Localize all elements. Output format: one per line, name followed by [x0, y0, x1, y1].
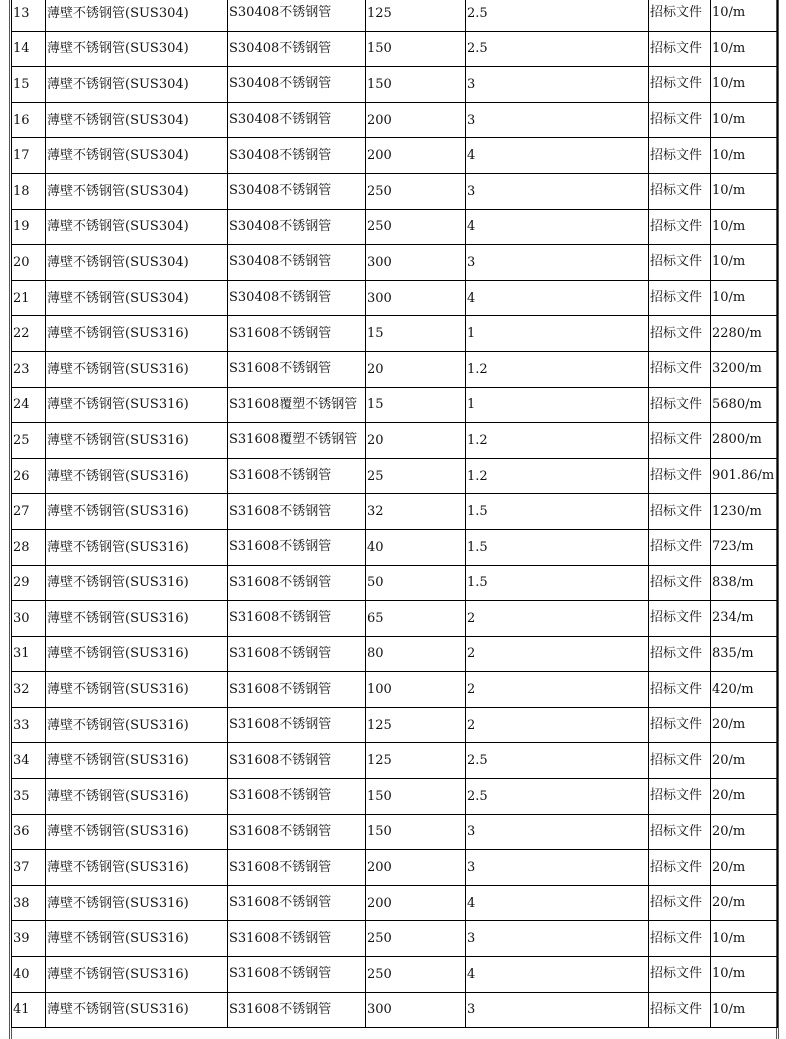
material-cell: S31608不锈钢管: [228, 672, 366, 708]
unit-price-cell: 20/m: [711, 850, 778, 886]
nominal-diameter-cell: 250: [366, 957, 466, 993]
item-name-cell: 薄壁不锈钢管(SUS316): [46, 565, 228, 601]
wall-thickness-cell: 4: [466, 280, 649, 316]
row-number-cell: 30: [12, 601, 46, 637]
item-name-cell: 薄壁不锈钢管(SUS316): [46, 351, 228, 387]
table-row: [12, 102, 778, 138]
row-number-cell: 13: [12, 0, 46, 31]
item-name-cell: 薄壁不锈钢管(SUS316): [46, 601, 228, 637]
nominal-diameter-cell: 80: [366, 636, 466, 672]
nominal-diameter-cell: 150: [366, 779, 466, 815]
basis-cell: 招标文件: [649, 494, 711, 530]
table-row: [12, 280, 778, 316]
row-number-cell: 37: [12, 850, 46, 886]
item-name-cell: 薄壁不锈钢管(SUS316): [46, 779, 228, 815]
unit-price-cell: 20/m: [711, 885, 778, 921]
unit-price-cell: 10/m: [711, 138, 778, 174]
material-cell: S30408不锈钢管: [228, 209, 366, 245]
material-cell: S30408不锈钢管: [228, 245, 366, 281]
wall-thickness-cell: 1.2: [466, 351, 649, 387]
wall-thickness-cell: 3: [466, 992, 649, 1028]
row-number-cell: 20: [12, 245, 46, 281]
wall-thickness-cell: 4: [466, 957, 649, 993]
item-name-cell: 薄壁不锈钢管(SUS316): [46, 707, 228, 743]
item-name-cell: 薄壁不锈钢管(SUS316): [46, 885, 228, 921]
basis-cell: 招标文件: [649, 779, 711, 815]
basis-cell: 招标文件: [649, 31, 711, 67]
nominal-diameter-cell: 150: [366, 814, 466, 850]
nominal-diameter-cell: 200: [366, 102, 466, 138]
row-number-cell: 28: [12, 529, 46, 565]
table-row: [12, 529, 778, 565]
basis-cell: 招标文件: [649, 423, 711, 459]
wall-thickness-cell: 3: [466, 245, 649, 281]
nominal-diameter-cell: 100: [366, 672, 466, 708]
nominal-diameter-cell: 150: [366, 67, 466, 103]
nominal-diameter-cell: 250: [366, 209, 466, 245]
row-number-cell: 21: [12, 280, 46, 316]
nominal-diameter-cell: 200: [366, 885, 466, 921]
nominal-diameter-cell: 20: [366, 423, 466, 459]
wall-thickness-cell: 4: [466, 209, 649, 245]
item-name-cell: 薄壁不锈钢管(SUS304): [46, 280, 228, 316]
item-name-cell: 薄壁不锈钢管(SUS304): [46, 0, 228, 31]
wall-thickness-cell: 2.5: [466, 743, 649, 779]
unit-price-cell: 2800/m: [711, 423, 778, 459]
unit-price-cell: 10/m: [711, 102, 778, 138]
wall-thickness-cell: 4: [466, 138, 649, 174]
unit-price-cell: 20/m: [711, 743, 778, 779]
table-row: [12, 31, 778, 67]
table-row: [12, 494, 778, 530]
item-name-cell: 薄壁不锈钢管(SUS304): [46, 138, 228, 174]
wall-thickness-cell: 3: [466, 173, 649, 209]
material-cell: S30408不锈钢管: [228, 102, 366, 138]
row-number-cell: 14: [12, 31, 46, 67]
nominal-diameter-cell: 300: [366, 245, 466, 281]
wall-thickness-cell: 1.2: [466, 458, 649, 494]
nominal-diameter-cell: 20: [366, 351, 466, 387]
material-cell: S31608不锈钢管: [228, 529, 366, 565]
basis-cell: 招标文件: [649, 138, 711, 174]
unit-price-cell: 10/m: [711, 173, 778, 209]
row-number-cell: 15: [12, 67, 46, 103]
wall-thickness-cell: 3: [466, 67, 649, 103]
row-number-cell: 22: [12, 316, 46, 352]
basis-cell: 招标文件: [649, 743, 711, 779]
table-row: [12, 743, 778, 779]
basis-cell: 招标文件: [649, 850, 711, 886]
table-row: [12, 173, 778, 209]
nominal-diameter-cell: 200: [366, 138, 466, 174]
row-number-cell: 38: [12, 885, 46, 921]
material-cell: S31608不锈钢管: [228, 779, 366, 815]
item-name-cell: 薄壁不锈钢管(SUS316): [46, 387, 228, 423]
unit-price-cell: 10/m: [711, 209, 778, 245]
wall-thickness-cell: 3: [466, 921, 649, 957]
basis-cell: 招标文件: [649, 245, 711, 281]
table-row: [12, 885, 778, 921]
wall-thickness-cell: 3: [466, 814, 649, 850]
row-number-cell: 16: [12, 102, 46, 138]
basis-cell: 招标文件: [649, 921, 711, 957]
unit-price-cell: 10/m: [711, 31, 778, 67]
wall-thickness-cell: 2.5: [466, 0, 649, 31]
row-number-cell: 27: [12, 494, 46, 530]
nominal-diameter-cell: 15: [366, 387, 466, 423]
basis-cell: 招标文件: [649, 529, 711, 565]
nominal-diameter-cell: 32: [366, 494, 466, 530]
material-cell: S31608不锈钢管: [228, 850, 366, 886]
unit-price-cell: 20/m: [711, 707, 778, 743]
nominal-diameter-cell: 250: [366, 921, 466, 957]
table-row: [12, 209, 778, 245]
row-number-cell: 32: [12, 672, 46, 708]
wall-thickness-cell: 2: [466, 672, 649, 708]
nominal-diameter-cell: 250: [366, 173, 466, 209]
material-cell: S31608不锈钢管: [228, 707, 366, 743]
nominal-diameter-cell: 65: [366, 601, 466, 637]
nominal-diameter-cell: 15: [366, 316, 466, 352]
nominal-diameter-cell: 125: [366, 743, 466, 779]
material-cell: S30408不锈钢管: [228, 0, 366, 31]
material-cell: S31608不锈钢管: [228, 885, 366, 921]
table-row: [12, 814, 778, 850]
wall-thickness-cell: 2: [466, 636, 649, 672]
row-number-cell: 35: [12, 779, 46, 815]
item-name-cell: 薄壁不锈钢管(SUS304): [46, 173, 228, 209]
basis-cell: 招标文件: [649, 102, 711, 138]
table-row: [12, 672, 778, 708]
basis-cell: 招标文件: [649, 458, 711, 494]
table-row: [12, 387, 778, 423]
material-cell: S30408不锈钢管: [228, 173, 366, 209]
material-cell: S30408不锈钢管: [228, 138, 366, 174]
item-name-cell: 薄壁不锈钢管(SUS316): [46, 743, 228, 779]
basis-cell: 招标文件: [649, 814, 711, 850]
row-number-cell: 39: [12, 921, 46, 957]
nominal-diameter-cell: 50: [366, 565, 466, 601]
item-name-cell: 薄壁不锈钢管(SUS304): [46, 102, 228, 138]
row-number-cell: 26: [12, 458, 46, 494]
table-row: [12, 67, 778, 103]
table-row: [12, 423, 778, 459]
item-name-cell: 薄壁不锈钢管(SUS316): [46, 992, 228, 1028]
row-number-cell: 18: [12, 173, 46, 209]
material-cell: S31608不锈钢管: [228, 316, 366, 352]
unit-price-cell: 10/m: [711, 992, 778, 1028]
price-table: [11, 0, 778, 1028]
item-name-cell: 薄壁不锈钢管(SUS316): [46, 316, 228, 352]
basis-cell: 招标文件: [649, 885, 711, 921]
table-row: [12, 138, 778, 174]
basis-cell: 招标文件: [649, 67, 711, 103]
item-name-cell: 薄壁不锈钢管(SUS304): [46, 245, 228, 281]
unit-price-cell: 10/m: [711, 921, 778, 957]
wall-thickness-cell: 1.2: [466, 423, 649, 459]
table-row: [12, 779, 778, 815]
row-number-cell: 29: [12, 565, 46, 601]
item-name-cell: 薄壁不锈钢管(SUS316): [46, 494, 228, 530]
row-number-cell: 31: [12, 636, 46, 672]
item-name-cell: 薄壁不锈钢管(SUS316): [46, 850, 228, 886]
material-cell: S31608不锈钢管: [228, 957, 366, 993]
table-row: [12, 245, 778, 281]
row-number-cell: 34: [12, 743, 46, 779]
wall-thickness-cell: 1.5: [466, 494, 649, 530]
table-row: [12, 601, 778, 637]
row-number-cell: 23: [12, 351, 46, 387]
unit-price-cell: 10/m: [711, 67, 778, 103]
table-row: [12, 565, 778, 601]
nominal-diameter-cell: 25: [366, 458, 466, 494]
unit-price-cell: 20/m: [711, 779, 778, 815]
material-cell: S31608不锈钢管: [228, 351, 366, 387]
nominal-diameter-cell: 125: [366, 0, 466, 31]
basis-cell: 招标文件: [649, 173, 711, 209]
unit-price-cell: 901.86/m: [711, 458, 778, 494]
item-name-cell: 薄壁不锈钢管(SUS316): [46, 636, 228, 672]
item-name-cell: 薄壁不锈钢管(SUS316): [46, 423, 228, 459]
unit-price-cell: 10/m: [711, 245, 778, 281]
material-cell: S31608不锈钢管: [228, 992, 366, 1028]
nominal-diameter-cell: 300: [366, 992, 466, 1028]
unit-price-cell: 10/m: [711, 0, 778, 31]
table-row: [12, 458, 778, 494]
nominal-diameter-cell: 300: [366, 280, 466, 316]
wall-thickness-cell: 1: [466, 387, 649, 423]
item-name-cell: 薄壁不锈钢管(SUS316): [46, 458, 228, 494]
table-row: [12, 351, 778, 387]
basis-cell: 招标文件: [649, 636, 711, 672]
material-cell: S30408不锈钢管: [228, 31, 366, 67]
wall-thickness-cell: 3: [466, 850, 649, 886]
row-number-cell: 17: [12, 138, 46, 174]
table-row: [12, 921, 778, 957]
table-row: [12, 992, 778, 1028]
material-cell: S30408不锈钢管: [228, 67, 366, 103]
item-name-cell: 薄壁不锈钢管(SUS316): [46, 814, 228, 850]
row-number-cell: 25: [12, 423, 46, 459]
unit-price-cell: 234/m: [711, 601, 778, 637]
basis-cell: 招标文件: [649, 565, 711, 601]
table-row: [12, 0, 778, 31]
unit-price-cell: 10/m: [711, 280, 778, 316]
unit-price-cell: 723/m: [711, 529, 778, 565]
item-name-cell: 薄壁不锈钢管(SUS304): [46, 209, 228, 245]
unit-price-cell: 20/m: [711, 814, 778, 850]
unit-price-cell: 3200/m: [711, 351, 778, 387]
wall-thickness-cell: 1.5: [466, 565, 649, 601]
basis-cell: 招标文件: [649, 387, 711, 423]
basis-cell: 招标文件: [649, 280, 711, 316]
row-number-cell: 19: [12, 209, 46, 245]
basis-cell: 招标文件: [649, 351, 711, 387]
basis-cell: 招标文件: [649, 672, 711, 708]
basis-cell: 招标文件: [649, 0, 711, 31]
material-cell: S31608不锈钢管: [228, 601, 366, 637]
item-name-cell: 薄壁不锈钢管(SUS316): [46, 957, 228, 993]
material-cell: S31608不锈钢管: [228, 494, 366, 530]
material-cell: S31608覆塑不锈钢管: [228, 387, 366, 423]
item-name-cell: 薄壁不锈钢管(SUS304): [46, 31, 228, 67]
basis-cell: 招标文件: [649, 957, 711, 993]
nominal-diameter-cell: 200: [366, 850, 466, 886]
table-row: [12, 707, 778, 743]
nominal-diameter-cell: 125: [366, 707, 466, 743]
nominal-diameter-cell: 40: [366, 529, 466, 565]
item-name-cell: 薄壁不锈钢管(SUS316): [46, 529, 228, 565]
basis-cell: 招标文件: [649, 992, 711, 1028]
basis-cell: 招标文件: [649, 316, 711, 352]
unit-price-cell: 5680/m: [711, 387, 778, 423]
material-cell: S31608不锈钢管: [228, 921, 366, 957]
table-row: [12, 636, 778, 672]
material-cell: S31608不锈钢管: [228, 565, 366, 601]
material-cell: S30408不锈钢管: [228, 280, 366, 316]
row-number-cell: 41: [12, 992, 46, 1028]
material-cell: S31608不锈钢管: [228, 458, 366, 494]
basis-cell: 招标文件: [649, 209, 711, 245]
wall-thickness-cell: 2: [466, 601, 649, 637]
nominal-diameter-cell: 150: [366, 31, 466, 67]
item-name-cell: 薄壁不锈钢管(SUS316): [46, 921, 228, 957]
row-number-cell: 36: [12, 814, 46, 850]
wall-thickness-cell: 2: [466, 707, 649, 743]
material-cell: S31608覆塑不锈钢管: [228, 423, 366, 459]
unit-price-cell: 10/m: [711, 957, 778, 993]
table-row: [12, 850, 778, 886]
unit-price-cell: 835/m: [711, 636, 778, 672]
wall-thickness-cell: 1.5: [466, 529, 649, 565]
item-name-cell: 薄壁不锈钢管(SUS304): [46, 67, 228, 103]
table-row: [12, 957, 778, 993]
wall-thickness-cell: 1: [466, 316, 649, 352]
table-body: [12, 0, 778, 1028]
wall-thickness-cell: 4: [466, 885, 649, 921]
row-number-cell: 24: [12, 387, 46, 423]
material-cell: S31608不锈钢管: [228, 636, 366, 672]
table-row: [12, 316, 778, 352]
material-cell: S31608不锈钢管: [228, 743, 366, 779]
unit-price-cell: 1230/m: [711, 494, 778, 530]
wall-thickness-cell: 2.5: [466, 779, 649, 815]
wall-thickness-cell: 2.5: [466, 31, 649, 67]
unit-price-cell: 838/m: [711, 565, 778, 601]
material-cell: S31608不锈钢管: [228, 814, 366, 850]
basis-cell: 招标文件: [649, 601, 711, 637]
row-number-cell: 33: [12, 707, 46, 743]
row-number-cell: 40: [12, 957, 46, 993]
unit-price-cell: 420/m: [711, 672, 778, 708]
basis-cell: 招标文件: [649, 707, 711, 743]
wall-thickness-cell: 3: [466, 102, 649, 138]
item-name-cell: 薄壁不锈钢管(SUS316): [46, 672, 228, 708]
unit-price-cell: 2280/m: [711, 316, 778, 352]
